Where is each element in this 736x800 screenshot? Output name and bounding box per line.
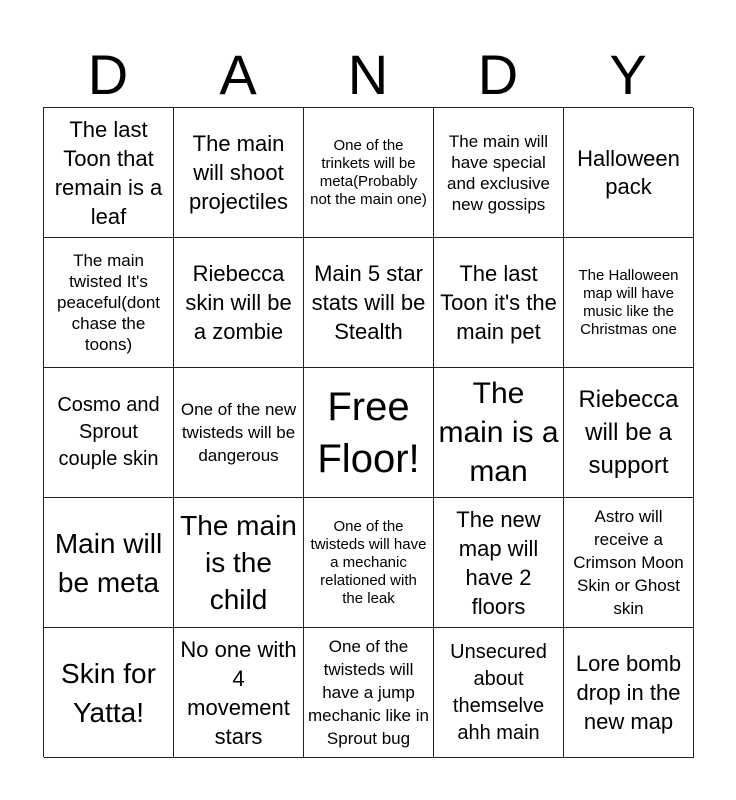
bingo-cell[interactable] xyxy=(174,368,304,498)
cell-text: Astro will receive a Crimson Moon Skin or Ghost skin xyxy=(573,507,684,618)
cell-text: Main will be meta xyxy=(54,527,163,598)
bingo-cell[interactable] xyxy=(564,108,694,238)
bingo-cell[interactable] xyxy=(434,238,564,368)
cell-text: Unsecured about themselve ahh main xyxy=(450,640,547,744)
cell-text: The main is a man xyxy=(438,377,559,488)
cell-text: The last Toon that remain is a leaf xyxy=(54,116,163,229)
cell-text: One of the twisteds will have a mechanic relationed with the leak xyxy=(310,517,427,607)
header-letter-d-2: D xyxy=(477,43,519,106)
free-space-cell[interactable] xyxy=(304,368,434,498)
bingo-cell[interactable] xyxy=(434,498,564,628)
cell-text: One of the trinkets will be meta(Probably not the main one) xyxy=(310,136,427,208)
bingo-cell[interactable] xyxy=(44,108,174,238)
cell-text: Lore bomb drop in the new map xyxy=(575,651,682,734)
cell-text: The last Toon it's the main pet xyxy=(440,261,557,344)
cell-text: No one with 4 movement stars xyxy=(180,636,297,749)
bingo-cell[interactable] xyxy=(304,238,434,368)
bingo-cell[interactable] xyxy=(174,628,304,758)
bingo-cell[interactable] xyxy=(434,628,564,758)
cell-text: The main twisted It's peaceful(dont chase the toons) xyxy=(56,251,161,354)
bingo-cell[interactable] xyxy=(304,498,434,628)
cell-text: The Halloween map will have music like the Christmas one xyxy=(578,266,679,338)
cell-text: The new map will have 2 floors xyxy=(456,506,541,619)
bingo-cell[interactable] xyxy=(174,498,304,628)
cell-text: Halloween pack xyxy=(577,145,680,199)
bingo-cell[interactable] xyxy=(44,368,174,498)
header-letter-a: A xyxy=(219,43,257,106)
cell-text: One of the new twisteds will be dangerous xyxy=(180,400,297,465)
cell-text: Riebecca skin will be a zombie xyxy=(185,261,292,344)
bingo-cell[interactable] xyxy=(44,498,174,628)
bingo-cell[interactable] xyxy=(564,498,694,628)
bingo-header xyxy=(43,44,693,106)
bingo-cell[interactable] xyxy=(434,368,564,498)
bingo-cell[interactable] xyxy=(174,238,304,368)
cell-text: Cosmo and Sprout couple skin xyxy=(57,394,160,470)
cell-text: The main will shoot projectiles xyxy=(188,131,289,214)
header-letter-y: Y xyxy=(609,43,647,106)
cell-text: Main 5 star stats will be Stealth xyxy=(311,261,426,344)
free-space-text: Free Floor! xyxy=(317,384,420,481)
bingo-cell[interactable] xyxy=(44,628,174,758)
bingo-board xyxy=(43,107,693,757)
bingo-cell[interactable] xyxy=(434,108,564,238)
bingo-cell[interactable] xyxy=(564,628,694,758)
cell-text: The main is the child xyxy=(180,510,297,615)
bingo-cell[interactable] xyxy=(304,628,434,758)
cell-text: The main will have special and exclusive new gossips xyxy=(446,131,550,214)
bingo-cell[interactable] xyxy=(44,238,174,368)
bingo-cell[interactable] xyxy=(564,238,694,368)
header-letter-d: D xyxy=(87,43,129,106)
bingo-cell[interactable] xyxy=(304,108,434,238)
bingo-cell[interactable] xyxy=(564,368,694,498)
cell-text: Riebecca will be a support xyxy=(578,386,679,479)
header-letter-n: N xyxy=(347,43,389,106)
bingo-cell[interactable] xyxy=(174,108,304,238)
cell-text: Skin for Yatta! xyxy=(61,657,156,728)
cell-text: One of the twisteds will have a jump mechanic like in Sprout bug xyxy=(308,637,429,748)
